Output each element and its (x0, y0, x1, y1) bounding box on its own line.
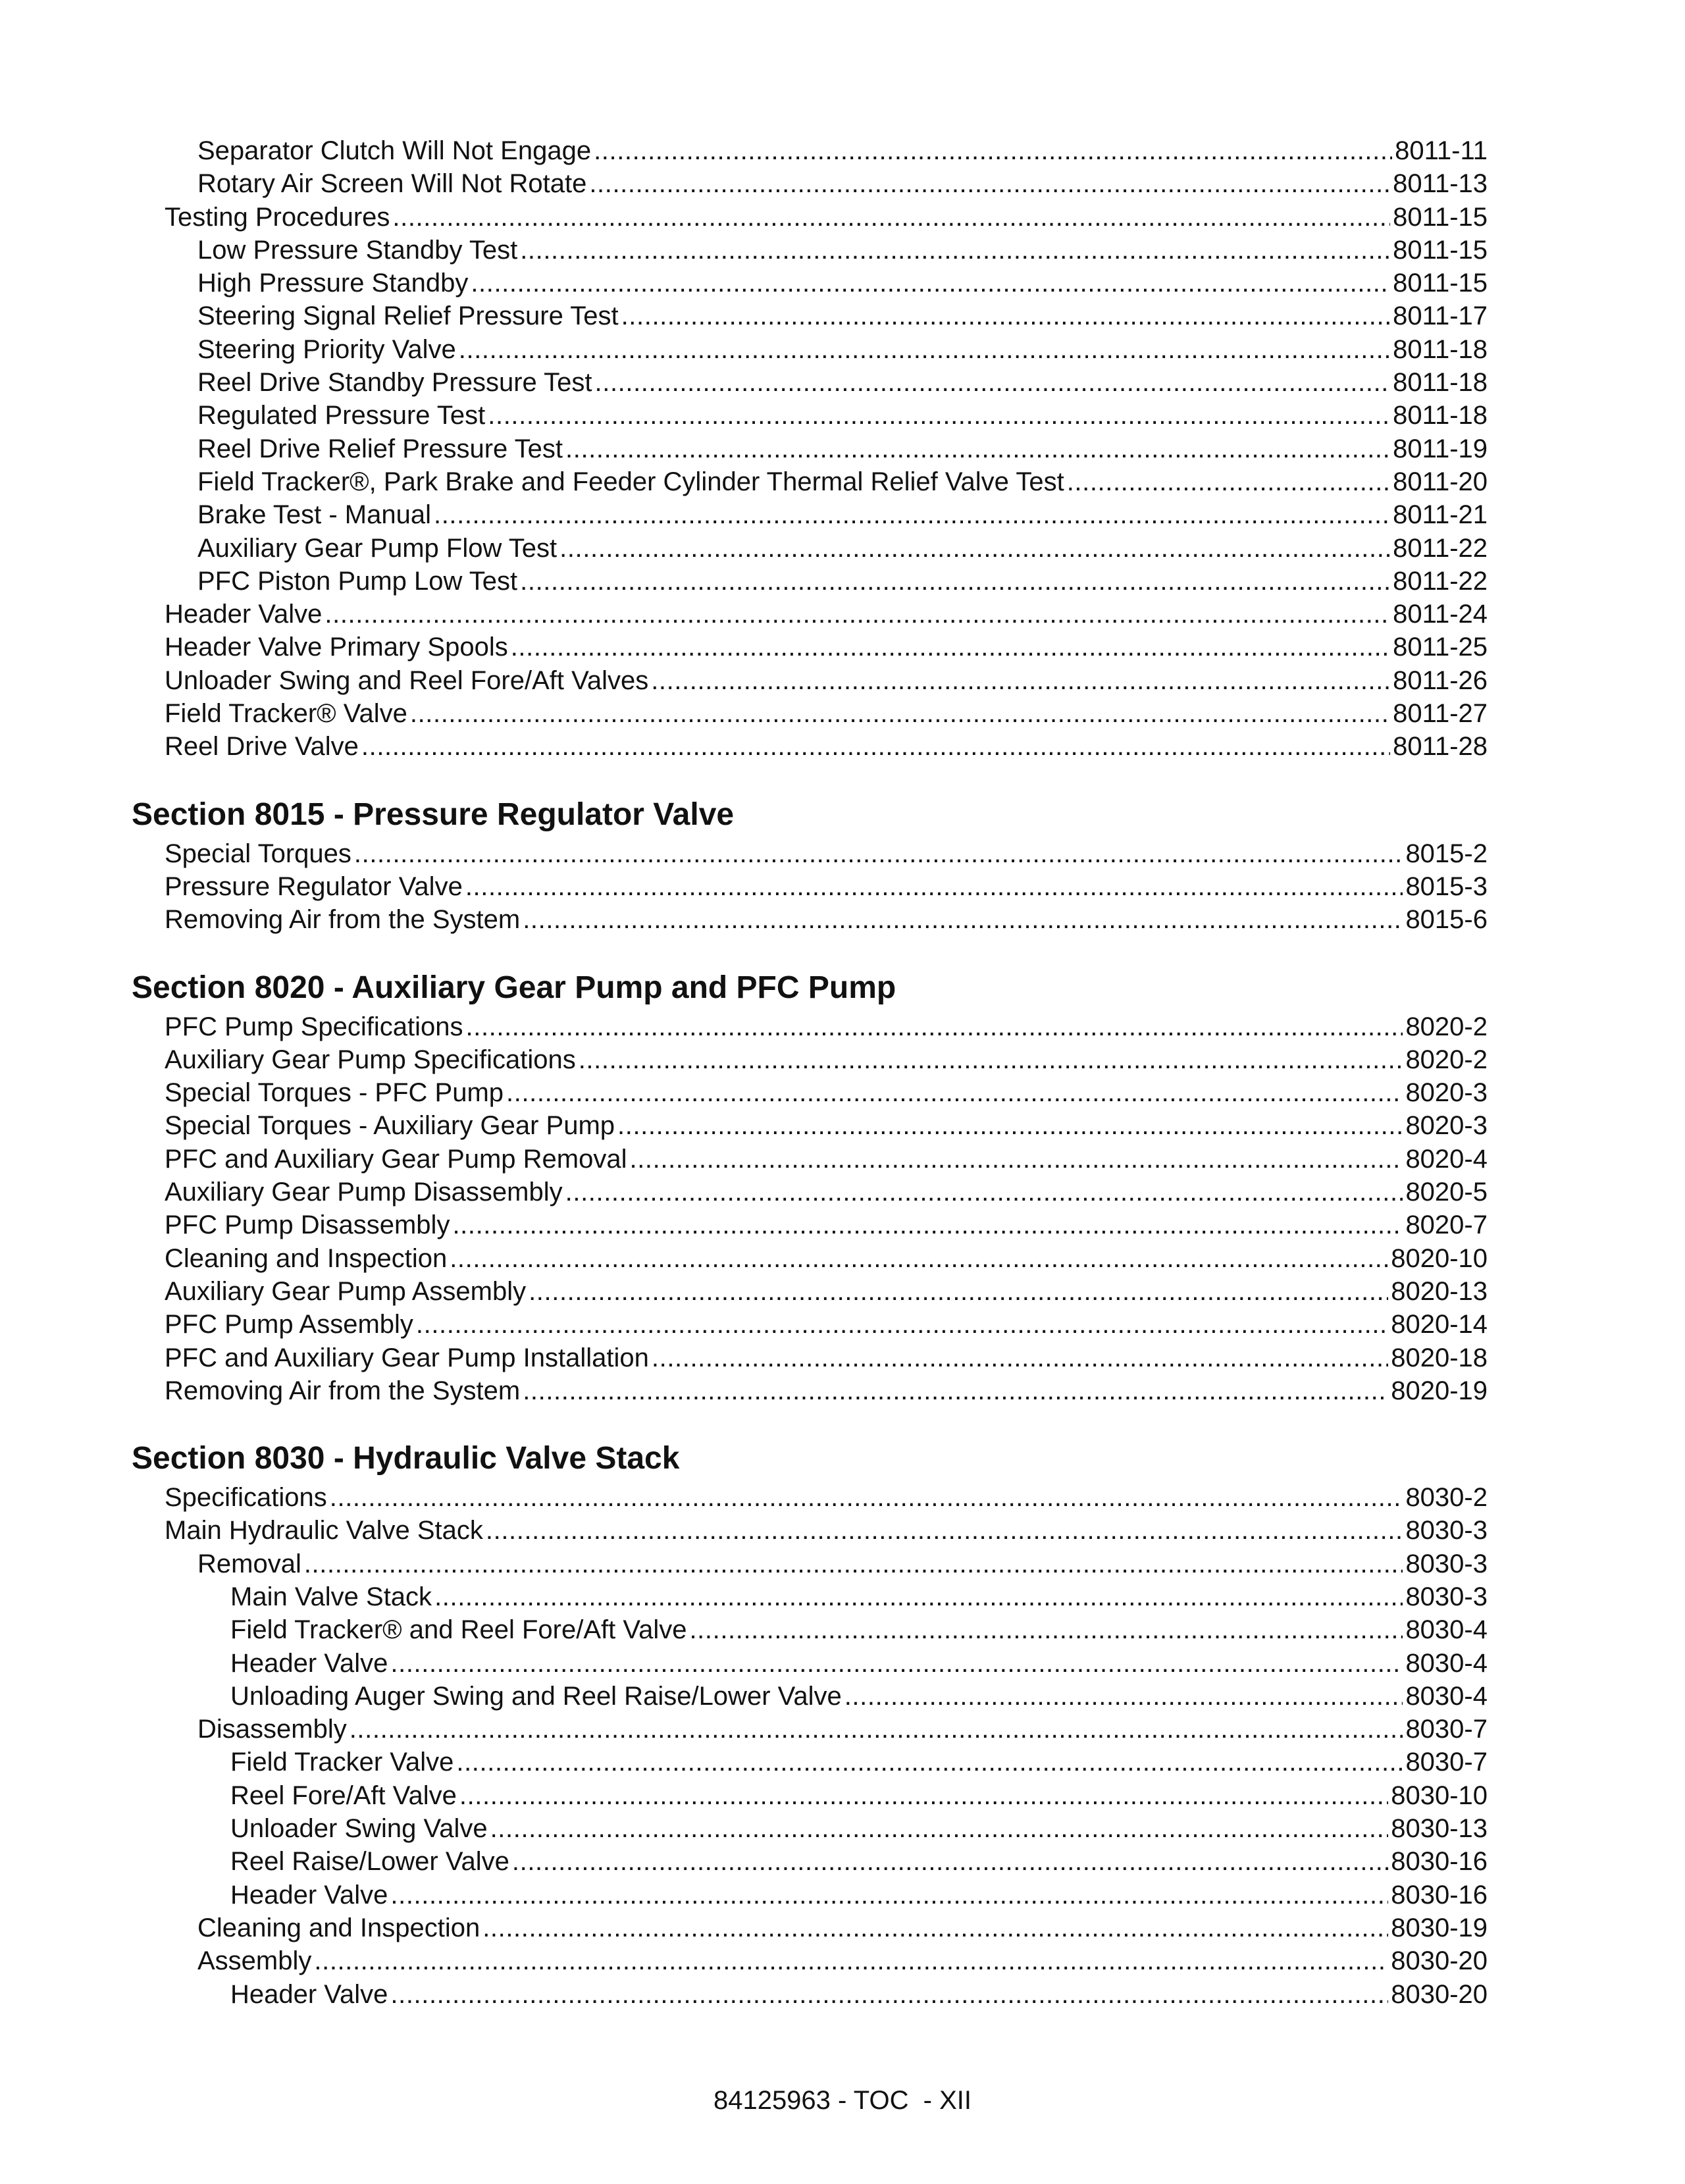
dot-leader (652, 1341, 1388, 1374)
dot-leader (482, 1911, 1388, 1944)
dot-leader (506, 1076, 1403, 1109)
toc-entry-page: 8020-2 (1405, 1045, 1488, 1074)
toc-entry[interactable] (132, 664, 1488, 697)
toc-entry[interactable] (132, 1879, 1488, 1911)
toc-entry-title: Reel Fore/Aft Valve (230, 1781, 457, 1810)
toc-entry[interactable] (132, 1647, 1488, 1680)
toc-entry[interactable] (132, 631, 1488, 663)
toc-entry-title: Main Valve Stack (230, 1582, 432, 1611)
toc-entry-title: Auxiliary Gear Pump Assembly (165, 1276, 527, 1306)
toc-entry-title: Unloader Swing and Reel Fore/Aft Valves (165, 665, 649, 695)
dot-leader (565, 432, 1390, 465)
toc-entry[interactable] (132, 903, 1488, 936)
toc-entry[interactable] (132, 201, 1488, 234)
toc-entry[interactable] (132, 432, 1488, 465)
toc-entry-page: 8011-15 (1393, 235, 1488, 265)
toc-entry-title: Field Tracker® Valve (165, 699, 407, 729)
dot-leader (459, 333, 1390, 366)
dot-leader (559, 532, 1390, 565)
toc-entry-page: 8015-6 (1405, 905, 1488, 935)
toc-entry-title: Regulated Pressure Test (197, 401, 486, 430)
dot-leader (579, 1043, 1403, 1076)
toc-entry-title: Reel Drive Relief Pressure Test (197, 434, 563, 463)
toc-entry-page: 8030-7 (1405, 1715, 1488, 1744)
toc-entry-page: 8020-3 (1405, 1078, 1488, 1108)
toc-entry-page: 8011-11 (1395, 136, 1488, 165)
toc-entry[interactable] (132, 134, 1488, 167)
dot-leader (689, 1613, 1403, 1646)
section-heading: Section 8020 - Auxiliary Gear Pump and PFC Pump (132, 970, 896, 1005)
toc-entry-title: Cleaning and Inspection (197, 1913, 480, 1942)
toc-entry-page: 8011-26 (1393, 665, 1488, 695)
toc-entry-page: 8011-18 (1393, 401, 1488, 430)
dot-leader (390, 1879, 1388, 1911)
toc-entry-title: Assembly (197, 1946, 312, 1976)
toc-entry[interactable] (132, 1242, 1488, 1275)
dot-leader (529, 1275, 1388, 1308)
dot-leader (456, 1746, 1403, 1779)
toc-entry[interactable] (132, 1944, 1488, 1977)
dot-leader (630, 1143, 1403, 1176)
dot-leader (465, 870, 1403, 903)
toc-entry-title: Field Tracker®, Park Brake and Feeder Cylinder Thermal Relief Valve Test (197, 467, 1064, 496)
toc-entry-page: 8030-10 (1391, 1781, 1488, 1810)
dot-leader (416, 1308, 1388, 1341)
toc-entry-page: 8020-4 (1405, 1144, 1488, 1174)
toc-entry[interactable] (132, 1779, 1488, 1812)
toc-entry-title: Auxiliary Gear Pump Flow Test (197, 533, 557, 563)
toc-entry-title: Main Hydraulic Valve Stack (165, 1516, 483, 1546)
toc-entry-page: 8011-15 (1393, 202, 1488, 232)
dot-leader (459, 1779, 1388, 1812)
dot-leader (595, 366, 1391, 399)
toc-entry-page: 8030-7 (1405, 1748, 1488, 1777)
toc-entry-title: Reel Drive Standby Pressure Test (197, 368, 592, 398)
toc-entry-page: 8030-4 (1405, 1648, 1488, 1678)
toc-entry-title: Special Torques - Auxiliary Gear Pump (165, 1111, 615, 1141)
dot-leader (350, 1713, 1403, 1746)
toc-entry-title: Header Valve Primary Spools (165, 633, 508, 662)
dot-leader (512, 1845, 1388, 1878)
toc-entry-title: Specifications (165, 1483, 327, 1513)
toc-entry-page: 8011-24 (1393, 600, 1488, 629)
toc-entry-page: 8030-16 (1391, 1880, 1488, 1910)
toc-entry[interactable] (132, 565, 1488, 598)
toc-entry-page: 8011-17 (1393, 301, 1488, 331)
toc-entry-page: 8030-3 (1405, 1516, 1488, 1546)
toc-entry[interactable] (132, 1713, 1488, 1746)
toc-entry-title: Pressure Regulator Valve (165, 871, 463, 901)
toc-entry-page: 8020-14 (1391, 1310, 1488, 1339)
toc-entry[interactable] (132, 1308, 1488, 1341)
toc-entry[interactable] (132, 837, 1488, 870)
dot-leader (471, 267, 1390, 299)
toc-entry-page: 8011-13 (1393, 169, 1488, 199)
dot-leader (490, 1812, 1389, 1845)
toc-entry-page: 8030-3 (1405, 1582, 1488, 1611)
dot-leader (523, 1374, 1388, 1407)
toc-entry-page: 8011-22 (1393, 566, 1488, 596)
toc-entry[interactable] (132, 1143, 1488, 1176)
toc-entry[interactable] (132, 1812, 1488, 1845)
toc-entry-title: Disassembly (197, 1715, 347, 1744)
toc-entry[interactable] (132, 333, 1488, 366)
toc-entry[interactable] (132, 1514, 1488, 1547)
toc-entry-page: 8020-2 (1405, 1012, 1488, 1041)
toc-entry-title: Header Valve (165, 600, 323, 629)
page-footer: 84125963 - TOC - XII (713, 2086, 972, 2115)
toc-entry-page: 8011-18 (1393, 368, 1488, 398)
dot-leader (452, 1209, 1403, 1241)
toc-entry-title: Removing Air from the System (165, 1376, 521, 1405)
toc-entry-title: Header Valve (230, 1979, 388, 2009)
toc-entry[interactable] (132, 1043, 1488, 1076)
toc-entry-title: Header Valve (230, 1880, 388, 1910)
toc-entry[interactable] (132, 1481, 1488, 1514)
toc-entry-page: 8020-7 (1405, 1210, 1488, 1240)
toc-entry-page: 8020-3 (1405, 1111, 1488, 1141)
toc-entry-title: PFC Pump Disassembly (165, 1210, 450, 1240)
toc-entry-page: 8011-21 (1393, 500, 1488, 530)
toc-entry[interactable] (132, 465, 1488, 498)
dot-leader (589, 167, 1390, 200)
toc-entry-page: 8030-19 (1391, 1913, 1488, 1942)
toc-entry-title: Removal (197, 1549, 301, 1578)
toc-entry-title: Steering Signal Relief Pressure Test (197, 301, 619, 331)
toc-entry-title: Cleaning and Inspection (165, 1243, 448, 1273)
section-heading: Section 8030 - Hydraulic Valve Stack (132, 1441, 680, 1476)
toc-entry-title: Auxiliary Gear Pump Disassembly (165, 1178, 563, 1207)
toc-entry[interactable] (132, 1109, 1488, 1142)
toc-entry[interactable] (132, 267, 1488, 299)
dot-leader (434, 1580, 1403, 1613)
toc-entry[interactable] (132, 399, 1488, 432)
toc-entry-title: Reel Drive Valve (165, 732, 359, 762)
toc-entry[interactable] (132, 1978, 1488, 2011)
toc-entry-page: 8011-20 (1393, 467, 1488, 496)
toc-entry-title: High Pressure Standby (197, 269, 469, 298)
toc-entry-title: Removing Air from the System (165, 905, 521, 935)
toc-entry[interactable] (132, 870, 1488, 903)
toc-entry[interactable] (132, 234, 1488, 267)
dot-leader (651, 664, 1390, 697)
dot-leader (486, 1514, 1403, 1547)
toc-entry-title: Rotary Air Screen Will Not Rotate (197, 169, 587, 199)
dot-leader (511, 631, 1390, 663)
toc-entry-title: PFC Pump Assembly (165, 1310, 413, 1339)
dot-leader (520, 565, 1390, 598)
dot-leader (354, 837, 1403, 870)
toc-entry-title: Low Pressure Standby Test (197, 235, 518, 265)
dot-leader (392, 201, 1390, 234)
dot-leader (361, 730, 1390, 763)
toc-entry-page: 8030-2 (1405, 1483, 1488, 1513)
toc-entry-page: 8015-3 (1405, 871, 1488, 901)
dot-leader (594, 134, 1392, 167)
toc-entry-page: 8020-5 (1405, 1178, 1488, 1207)
toc-entry[interactable] (132, 1911, 1488, 1944)
toc-entry-title: Header Valve (230, 1648, 388, 1678)
toc-entry[interactable] (132, 366, 1488, 399)
dot-leader (410, 697, 1390, 730)
toc-entry[interactable] (132, 1374, 1488, 1407)
dot-leader (621, 299, 1391, 332)
toc-entry-page: 8020-19 (1391, 1376, 1488, 1405)
toc-entry-page: 8011-22 (1393, 533, 1488, 563)
toc-entry-page: 8020-18 (1391, 1343, 1488, 1372)
toc-entry-page: 8030-4 (1405, 1615, 1488, 1645)
toc-entry[interactable] (132, 1076, 1488, 1109)
toc-entry[interactable] (132, 1680, 1488, 1713)
toc-entry[interactable] (132, 1613, 1488, 1646)
dot-leader (466, 1010, 1403, 1043)
toc-entry[interactable] (132, 697, 1488, 730)
dot-leader (488, 399, 1390, 432)
toc-entry[interactable] (132, 167, 1488, 200)
toc-entry-title: PFC Pump Specifications (165, 1012, 463, 1041)
table-of-contents (132, 134, 1488, 2011)
toc-entry-page: 8011-15 (1393, 269, 1488, 298)
toc-entry-page: 8030-4 (1405, 1681, 1488, 1711)
toc-entry[interactable] (132, 299, 1488, 332)
toc-entry-title: Auxiliary Gear Pump Specifications (165, 1045, 576, 1074)
toc-entry-page: 8015-2 (1405, 839, 1488, 868)
toc-entry-page: 8011-18 (1393, 334, 1488, 364)
toc-entry[interactable] (132, 1176, 1488, 1209)
toc-entry-title: Special Torques (165, 839, 351, 868)
toc-entry-page: 8030-13 (1391, 1814, 1488, 1844)
toc-entry-page: 8020-10 (1391, 1243, 1488, 1273)
toc-entry[interactable] (132, 1275, 1488, 1308)
toc-entry-page: 8011-27 (1393, 699, 1488, 729)
toc-entry-title: Brake Test - Manual (197, 500, 431, 530)
toc-entry-title: Reel Raise/Lower Valve (230, 1847, 509, 1877)
toc-entry-page: 8011-25 (1393, 633, 1488, 662)
dot-leader (450, 1242, 1388, 1275)
toc-entry-title: Field Tracker Valve (230, 1748, 454, 1777)
dot-leader (304, 1547, 1403, 1580)
toc-entry[interactable] (132, 498, 1488, 531)
dot-leader (434, 498, 1390, 531)
dot-leader (314, 1944, 1388, 1977)
toc-entry[interactable] (132, 598, 1488, 631)
toc-entry[interactable] (132, 1845, 1488, 1878)
section-heading: Section 8015 - Pressure Regulator Valve (132, 796, 735, 832)
toc-entry[interactable] (132, 730, 1488, 763)
toc-entry[interactable] (132, 1580, 1488, 1613)
dot-leader (520, 234, 1390, 267)
toc-entry[interactable] (132, 1341, 1488, 1374)
dot-leader (390, 1978, 1388, 2011)
toc-entry[interactable] (132, 1746, 1488, 1779)
dot-leader (617, 1109, 1403, 1142)
toc-entry-page: 8030-20 (1391, 1946, 1488, 1976)
toc-entry[interactable] (132, 1547, 1488, 1580)
dot-leader (844, 1680, 1403, 1713)
dot-leader (523, 903, 1403, 936)
toc-entry-page: 8030-3 (1405, 1549, 1488, 1578)
toc-entry-title: Field Tracker® and Reel Fore/Aft Valve (230, 1615, 687, 1645)
dot-leader (324, 598, 1390, 631)
dot-leader (390, 1647, 1403, 1680)
toc-entry-title: Unloading Auger Swing and Reel Raise/Lower Valve (230, 1681, 842, 1711)
toc-entry-title: Special Torques - PFC Pump (165, 1078, 504, 1108)
toc-entry-title: PFC and Auxiliary Gear Pump Removal (165, 1144, 627, 1174)
toc-entry-page: 8030-20 (1391, 1979, 1488, 2009)
toc-entry-page: 8020-13 (1391, 1276, 1488, 1306)
toc-entry-title: Separator Clutch Will Not Engage (197, 136, 592, 165)
toc-entry-page: 8030-16 (1391, 1847, 1488, 1877)
toc-entry[interactable] (132, 532, 1488, 565)
toc-entry-title: PFC and Auxiliary Gear Pump Installation (165, 1343, 649, 1372)
toc-entry-title: Unloader Swing Valve (230, 1814, 488, 1844)
toc-entry-page: 8011-19 (1393, 434, 1488, 463)
toc-entry-title: Steering Priority Valve (197, 334, 456, 364)
toc-entry-title: PFC Piston Pump Low Test (197, 566, 518, 596)
toc-entry-title: Testing Procedures (165, 202, 390, 232)
dot-leader (330, 1481, 1403, 1514)
toc-entry-page: 8011-28 (1393, 732, 1488, 762)
toc-entry[interactable] (132, 1209, 1488, 1241)
toc-entry[interactable] (132, 1010, 1488, 1043)
dot-leader (1067, 465, 1390, 498)
dot-leader (565, 1176, 1403, 1209)
